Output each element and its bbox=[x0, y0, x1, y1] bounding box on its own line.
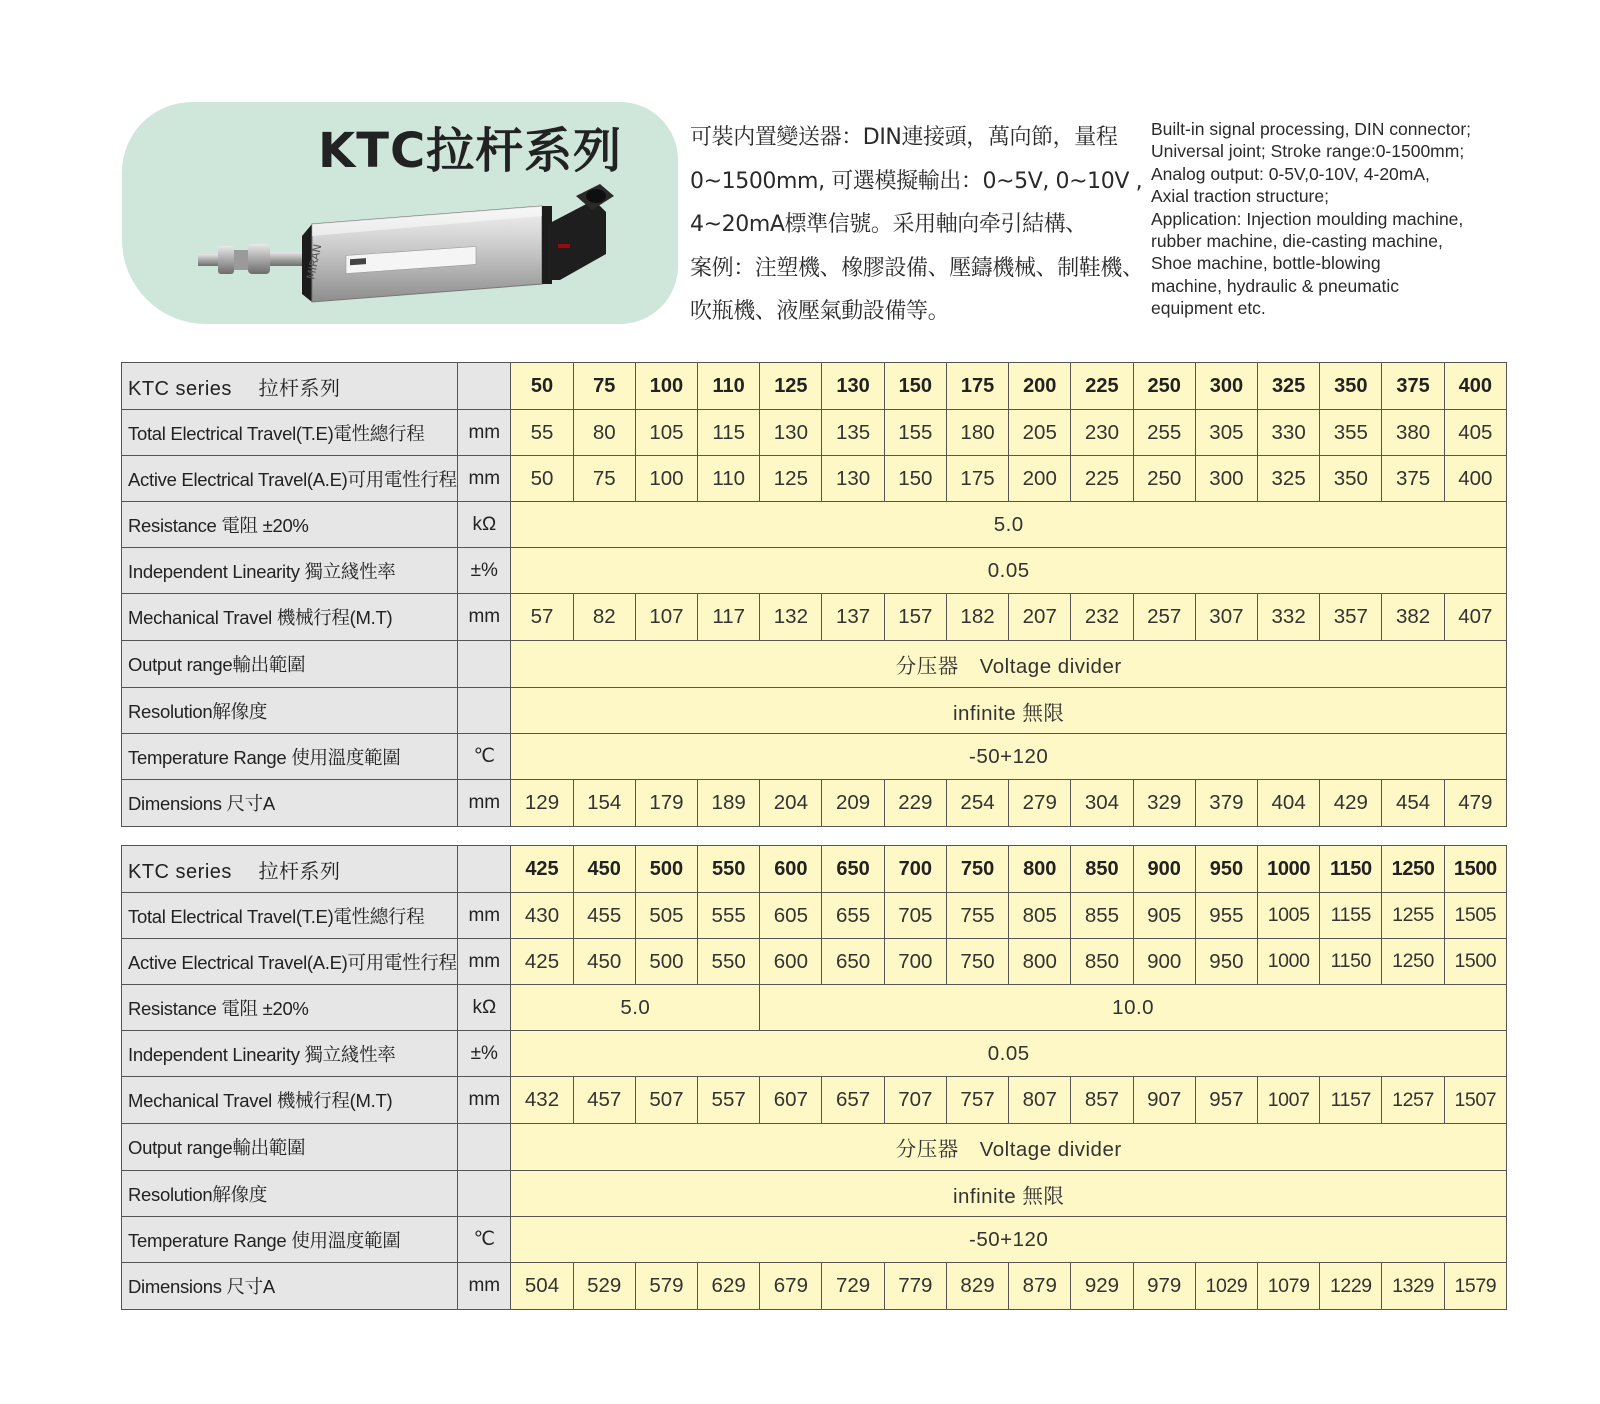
row-label: Resolution解像度 bbox=[122, 688, 458, 734]
merged-value-cell: 5.0 bbox=[511, 502, 1507, 548]
stroke-header-cell: 130 bbox=[822, 363, 884, 410]
english-description bbox=[1151, 118, 1591, 320]
row-label: Output range輸出範圍 bbox=[122, 641, 458, 688]
value-cell: 779 bbox=[884, 1263, 946, 1310]
stroke-header-cell: 500 bbox=[635, 846, 697, 893]
stroke-header-cell: 75 bbox=[573, 363, 635, 410]
value-cell: 1150 bbox=[1320, 939, 1382, 985]
spec-table-1 bbox=[121, 362, 1507, 827]
value-cell: 504 bbox=[511, 1263, 573, 1310]
product-body-text: MIRAN bbox=[304, 243, 325, 281]
value-cell: 907 bbox=[1133, 1077, 1195, 1124]
table-row bbox=[122, 1171, 1507, 1217]
value-cell: 807 bbox=[1009, 1077, 1071, 1124]
value-cell: 1007 bbox=[1258, 1077, 1320, 1124]
stroke-header-cell: 450 bbox=[573, 846, 635, 893]
table-header-row bbox=[122, 846, 1507, 893]
value-cell: 100 bbox=[635, 456, 697, 502]
value-cell: 1005 bbox=[1258, 893, 1320, 939]
en-description-line: Axial traction structure; bbox=[1151, 186, 1329, 207]
value-cell: 200 bbox=[1009, 456, 1071, 502]
value-cell: 757 bbox=[946, 1077, 1008, 1124]
merged-value-cell: infinite 無限 bbox=[511, 688, 1507, 734]
value-cell: 325 bbox=[1258, 456, 1320, 502]
value-cell: 1257 bbox=[1382, 1077, 1444, 1124]
stroke-header-cell: 100 bbox=[635, 363, 697, 410]
row-unit: mm bbox=[458, 939, 511, 985]
value-cell: 707 bbox=[884, 1077, 946, 1124]
stroke-header-cell: 225 bbox=[1071, 363, 1133, 410]
value-cell: 1157 bbox=[1320, 1077, 1382, 1124]
value-cell: 115 bbox=[698, 410, 760, 456]
merged-value-cell: 0.05 bbox=[511, 548, 1507, 594]
table-row bbox=[122, 734, 1507, 780]
value-cell: 350 bbox=[1320, 456, 1382, 502]
stroke-header-cell: 175 bbox=[946, 363, 1008, 410]
cn-description-line: 0~1500mm, 可選模擬輸出：0~5V, 0~10V , bbox=[690, 168, 1143, 194]
value-cell: 1579 bbox=[1444, 1263, 1506, 1310]
row-unit bbox=[458, 1171, 511, 1217]
value-cell: 607 bbox=[760, 1077, 822, 1124]
value-cell: 279 bbox=[1009, 780, 1071, 827]
value-cell: 207 bbox=[1009, 594, 1071, 641]
value-cell: 230 bbox=[1071, 410, 1133, 456]
table-row bbox=[122, 410, 1507, 456]
value-cell: 175 bbox=[946, 456, 1008, 502]
series-header-label: KTC series 拉杆系列 bbox=[122, 846, 458, 893]
value-cell: 507 bbox=[635, 1077, 697, 1124]
value-cell: 355 bbox=[1320, 410, 1382, 456]
row-unit bbox=[458, 1124, 511, 1171]
stroke-header-cell: 375 bbox=[1382, 363, 1444, 410]
value-cell: 250 bbox=[1133, 456, 1195, 502]
value-cell: 357 bbox=[1320, 594, 1382, 641]
value-cell: 380 bbox=[1382, 410, 1444, 456]
value-cell: 454 bbox=[1382, 780, 1444, 827]
table-row bbox=[122, 502, 1507, 548]
stroke-header-cell: 150 bbox=[884, 363, 946, 410]
stroke-header-cell: 400 bbox=[1444, 363, 1506, 410]
table-row bbox=[122, 1077, 1507, 1124]
value-cell: 150 bbox=[884, 456, 946, 502]
value-cell: 254 bbox=[946, 780, 1008, 827]
value-cell: 129 bbox=[511, 780, 573, 827]
value-cell: 57 bbox=[511, 594, 573, 641]
value-cell: 705 bbox=[884, 893, 946, 939]
value-cell: 1229 bbox=[1320, 1263, 1382, 1310]
value-cell: 550 bbox=[698, 939, 760, 985]
value-cell: 955 bbox=[1195, 893, 1257, 939]
table-row bbox=[122, 688, 1507, 734]
merged-value-cell: 0.05 bbox=[511, 1031, 1507, 1077]
merged-value-cell: -50+120 bbox=[511, 1217, 1507, 1263]
value-cell: 255 bbox=[1133, 410, 1195, 456]
value-cell: 329 bbox=[1133, 780, 1195, 827]
value-cell: 700 bbox=[884, 939, 946, 985]
value-cell: 1079 bbox=[1258, 1263, 1320, 1310]
value-cell: 1250 bbox=[1382, 939, 1444, 985]
stroke-header-cell: 800 bbox=[1009, 846, 1071, 893]
table-row bbox=[122, 939, 1507, 985]
value-cell: 1500 bbox=[1444, 939, 1506, 985]
row-unit: mm bbox=[458, 893, 511, 939]
stroke-header-cell: 600 bbox=[760, 846, 822, 893]
merged-value-cell: infinite 無限 bbox=[511, 1171, 1507, 1217]
value-cell: 555 bbox=[698, 893, 760, 939]
table-row bbox=[122, 1124, 1507, 1171]
stroke-header-cell: 700 bbox=[884, 846, 946, 893]
value-cell: 379 bbox=[1195, 780, 1257, 827]
stroke-header-cell: 1500 bbox=[1444, 846, 1506, 893]
value-cell: 957 bbox=[1195, 1077, 1257, 1124]
value-cell: 479 bbox=[1444, 780, 1506, 827]
spec-table-2 bbox=[121, 845, 1507, 1310]
value-cell: 500 bbox=[635, 939, 697, 985]
stroke-header-cell: 550 bbox=[698, 846, 760, 893]
value-cell: 330 bbox=[1258, 410, 1320, 456]
value-cell: 157 bbox=[884, 594, 946, 641]
value-cell: 130 bbox=[760, 410, 822, 456]
value-cell: 1329 bbox=[1382, 1263, 1444, 1310]
merged-value-cell: -50+120 bbox=[511, 734, 1507, 780]
value-cell: 432 bbox=[511, 1077, 573, 1124]
stroke-header-cell: 950 bbox=[1195, 846, 1257, 893]
cn-description-line: 4~20mA標準信號。采用軸向牵引結構、 bbox=[690, 212, 1087, 237]
value-cell: 154 bbox=[573, 780, 635, 827]
merged-value-cell: 10.0 bbox=[760, 985, 1507, 1031]
value-cell: 229 bbox=[884, 780, 946, 827]
value-cell: 257 bbox=[1133, 594, 1195, 641]
value-cell: 655 bbox=[822, 893, 884, 939]
row-unit bbox=[458, 688, 511, 734]
stroke-header-cell: 50 bbox=[511, 363, 573, 410]
value-cell: 755 bbox=[946, 893, 1008, 939]
row-unit: ℃ bbox=[458, 734, 511, 780]
en-description-line: Application: Injection moulding machine, bbox=[1151, 208, 1464, 229]
value-cell: 729 bbox=[822, 1263, 884, 1310]
value-cell: 189 bbox=[698, 780, 760, 827]
value-cell: 979 bbox=[1133, 1263, 1195, 1310]
value-cell: 905 bbox=[1133, 893, 1195, 939]
row-unit: ±% bbox=[458, 1031, 511, 1077]
unit-cell bbox=[458, 846, 511, 893]
row-label: Resistance 電阻 ±20% bbox=[122, 502, 458, 548]
value-cell: 1029 bbox=[1195, 1263, 1257, 1310]
unit-cell bbox=[458, 363, 511, 410]
value-cell: 305 bbox=[1195, 410, 1257, 456]
value-cell: 404 bbox=[1258, 780, 1320, 827]
table-row bbox=[122, 641, 1507, 688]
row-label: Active Electrical Travel(A.E)可用電性行程 bbox=[122, 939, 458, 985]
row-label: Mechanical Travel 機械行程(M.T) bbox=[122, 1077, 458, 1124]
stroke-header-cell: 250 bbox=[1133, 363, 1195, 410]
en-description-line: rubber machine, die-casting machine, bbox=[1151, 231, 1443, 252]
cn-description-line: 吹瓶機、液壓氣動設備等。 bbox=[690, 299, 950, 324]
row-label: Temperature Range 使用溫度範圍 bbox=[122, 734, 458, 780]
value-cell: 455 bbox=[573, 893, 635, 939]
stroke-header-cell: 750 bbox=[946, 846, 1008, 893]
table-row bbox=[122, 985, 1507, 1031]
value-cell: 132 bbox=[760, 594, 822, 641]
table-header-row bbox=[122, 363, 1507, 410]
table-row bbox=[122, 1217, 1507, 1263]
value-cell: 107 bbox=[635, 594, 697, 641]
row-label: Temperature Range 使用溫度範圍 bbox=[122, 1217, 458, 1263]
table-row bbox=[122, 594, 1507, 641]
value-cell: 800 bbox=[1009, 939, 1071, 985]
en-description-line: Shoe machine, bottle-blowing bbox=[1151, 253, 1381, 274]
value-cell: 332 bbox=[1258, 594, 1320, 641]
en-description-line: equipment etc. bbox=[1151, 298, 1266, 319]
value-cell: 750 bbox=[946, 939, 1008, 985]
en-description-line: Built-in signal processing, DIN connector; bbox=[1151, 119, 1472, 139]
value-cell: 857 bbox=[1071, 1077, 1133, 1124]
value-cell: 950 bbox=[1195, 939, 1257, 985]
stroke-header-cell: 200 bbox=[1009, 363, 1071, 410]
stroke-header-cell: 850 bbox=[1071, 846, 1133, 893]
chinese-description bbox=[690, 116, 1146, 334]
value-cell: 117 bbox=[698, 594, 760, 641]
row-unit: mm bbox=[458, 410, 511, 456]
value-cell: 75 bbox=[573, 456, 635, 502]
value-cell: 600 bbox=[760, 939, 822, 985]
row-label: Active Electrical Travel(A.E)可用電性行程 bbox=[122, 456, 458, 502]
value-cell: 180 bbox=[946, 410, 1008, 456]
value-cell: 650 bbox=[822, 939, 884, 985]
stroke-header-cell: 1150 bbox=[1320, 846, 1382, 893]
table-row bbox=[122, 548, 1507, 594]
value-cell: 300 bbox=[1195, 456, 1257, 502]
value-cell: 137 bbox=[822, 594, 884, 641]
stroke-header-cell: 1250 bbox=[1382, 846, 1444, 893]
value-cell: 805 bbox=[1009, 893, 1071, 939]
table-row bbox=[122, 1263, 1507, 1310]
row-unit: mm bbox=[458, 594, 511, 641]
value-cell: 232 bbox=[1071, 594, 1133, 641]
product-image bbox=[196, 184, 616, 314]
value-cell: 205 bbox=[1009, 410, 1071, 456]
value-cell: 225 bbox=[1071, 456, 1133, 502]
row-unit: ℃ bbox=[458, 1217, 511, 1263]
value-cell: 80 bbox=[573, 410, 635, 456]
row-unit: ±% bbox=[458, 548, 511, 594]
stroke-header-cell: 110 bbox=[698, 363, 760, 410]
value-cell: 1155 bbox=[1320, 893, 1382, 939]
merged-value-cell: 分压器 Voltage divider bbox=[511, 1124, 1507, 1171]
value-cell: 629 bbox=[698, 1263, 760, 1310]
value-cell: 105 bbox=[635, 410, 697, 456]
row-label: Dimensions 尺寸A bbox=[122, 780, 458, 827]
value-cell: 50 bbox=[511, 456, 573, 502]
row-unit bbox=[458, 641, 511, 688]
row-unit: kΩ bbox=[458, 985, 511, 1031]
stroke-header-cell: 425 bbox=[511, 846, 573, 893]
cn-description-line: 案例：注塑機、橡膠設備、壓鑄機械、制鞋機、 bbox=[690, 255, 1144, 281]
value-cell: 110 bbox=[698, 456, 760, 502]
row-label: Mechanical Travel 機械行程(M.T) bbox=[122, 594, 458, 641]
en-description-line: machine, hydraulic & pneumatic bbox=[1151, 275, 1400, 296]
value-cell: 400 bbox=[1444, 456, 1506, 502]
row-label: Output range輸出範圍 bbox=[122, 1124, 458, 1171]
value-cell: 130 bbox=[822, 456, 884, 502]
value-cell: 450 bbox=[573, 939, 635, 985]
value-cell: 579 bbox=[635, 1263, 697, 1310]
en-description-line: Universal joint; Stroke range:0-1500mm; bbox=[1151, 141, 1465, 162]
table-row bbox=[122, 780, 1507, 827]
row-label: Dimensions 尺寸A bbox=[122, 1263, 458, 1310]
value-cell: 135 bbox=[822, 410, 884, 456]
stroke-header-cell: 325 bbox=[1258, 363, 1320, 410]
row-unit: mm bbox=[458, 780, 511, 827]
value-cell: 407 bbox=[1444, 594, 1506, 641]
value-cell: 1507 bbox=[1444, 1077, 1506, 1124]
value-cell: 850 bbox=[1071, 939, 1133, 985]
value-cell: 55 bbox=[511, 410, 573, 456]
value-cell: 879 bbox=[1009, 1263, 1071, 1310]
value-cell: 829 bbox=[946, 1263, 1008, 1310]
row-label: Resistance 電阻 ±20% bbox=[122, 985, 458, 1031]
row-unit: kΩ bbox=[458, 502, 511, 548]
value-cell: 405 bbox=[1444, 410, 1506, 456]
en-description-line: Analog output: 0-5V,0-10V, 4-20mA, bbox=[1151, 163, 1430, 184]
merged-value-cell: 分压器 Voltage divider bbox=[511, 641, 1507, 688]
row-label: Independent Linearity 獨立綫性率 bbox=[122, 548, 458, 594]
table-row bbox=[122, 1031, 1507, 1077]
value-cell: 900 bbox=[1133, 939, 1195, 985]
row-label: Independent Linearity 獨立綫性率 bbox=[122, 1031, 458, 1077]
merged-value-cell: 5.0 bbox=[511, 985, 760, 1031]
value-cell: 1000 bbox=[1258, 939, 1320, 985]
value-cell: 679 bbox=[760, 1263, 822, 1310]
row-unit: mm bbox=[458, 1263, 511, 1310]
value-cell: 430 bbox=[511, 893, 573, 939]
stroke-header-cell: 900 bbox=[1133, 846, 1195, 893]
stroke-header-cell: 350 bbox=[1320, 363, 1382, 410]
value-cell: 457 bbox=[573, 1077, 635, 1124]
row-label: Total Electrical Travel(T.E)電性總行程 bbox=[122, 410, 458, 456]
stroke-header-cell: 125 bbox=[760, 363, 822, 410]
value-cell: 155 bbox=[884, 410, 946, 456]
cn-description-line: 可裝内置變送器：DIN連接頭，萬向節，量程 bbox=[690, 125, 1118, 150]
value-cell: 125 bbox=[760, 456, 822, 502]
value-cell: 382 bbox=[1382, 594, 1444, 641]
value-cell: 82 bbox=[573, 594, 635, 641]
value-cell: 179 bbox=[635, 780, 697, 827]
stroke-header-cell: 300 bbox=[1195, 363, 1257, 410]
value-cell: 529 bbox=[573, 1263, 635, 1310]
value-cell: 557 bbox=[698, 1077, 760, 1124]
value-cell: 209 bbox=[822, 780, 884, 827]
table-row bbox=[122, 456, 1507, 502]
table-row bbox=[122, 893, 1507, 939]
value-cell: 182 bbox=[946, 594, 1008, 641]
value-cell: 929 bbox=[1071, 1263, 1133, 1310]
stroke-header-cell: 1000 bbox=[1258, 846, 1320, 893]
row-label: Resolution解像度 bbox=[122, 1171, 458, 1217]
value-cell: 855 bbox=[1071, 893, 1133, 939]
value-cell: 1505 bbox=[1444, 893, 1506, 939]
value-cell: 1255 bbox=[1382, 893, 1444, 939]
value-cell: 204 bbox=[760, 780, 822, 827]
series-header-label: KTC series 拉杆系列 bbox=[122, 363, 458, 410]
value-cell: 425 bbox=[511, 939, 573, 985]
value-cell: 307 bbox=[1195, 594, 1257, 641]
value-cell: 657 bbox=[822, 1077, 884, 1124]
stroke-header-cell: 650 bbox=[822, 846, 884, 893]
value-cell: 605 bbox=[760, 893, 822, 939]
value-cell: 429 bbox=[1320, 780, 1382, 827]
series-title: KTC拉杆系列 bbox=[318, 123, 623, 179]
value-cell: 304 bbox=[1071, 780, 1133, 827]
value-cell: 375 bbox=[1382, 456, 1444, 502]
row-unit: mm bbox=[458, 1077, 511, 1124]
row-unit: mm bbox=[458, 456, 511, 502]
value-cell: 505 bbox=[635, 893, 697, 939]
row-label: Total Electrical Travel(T.E)電性總行程 bbox=[122, 893, 458, 939]
